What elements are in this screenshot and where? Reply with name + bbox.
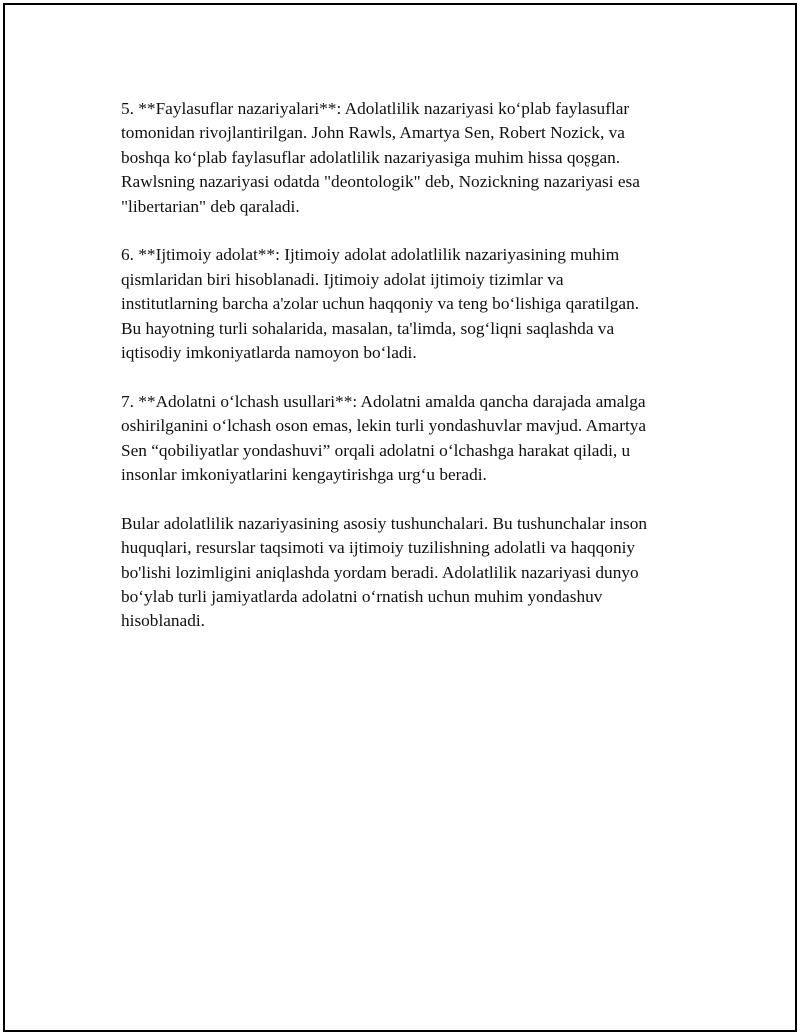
text-line: Sen “qobiliyatlar yondashuvi” orqali adolatni oʻlchashga harakat qiladi, u bbox=[121, 440, 631, 460]
paragraph-ijtimoiy-adolat bbox=[121, 243, 711, 365]
text-line: "libertarian" deb qaraladi. bbox=[121, 196, 300, 216]
text-line: Rawlsning nazariyasi odatda "deontologik" deb, Nozickning nazariyasi esa bbox=[121, 172, 640, 192]
text-line: bo'lishi lozimligini aniqlashda yordam beradi. Adolatlilik nazariyasi dunyo bbox=[121, 562, 639, 582]
text-line: Bular adolatlilik nazariyasining asosiy tushunchalari. Bu tushunchalar inson bbox=[121, 513, 648, 533]
text-line: qismlaridan biri hisoblanadi. Ijtimoiy adolat ijtimoiy tizimlar va bbox=[121, 269, 564, 289]
text-line: oshirilganini oʻlchash oson emas, lekin turli yondashuvlar mavjud. Amartya bbox=[121, 416, 647, 436]
page-border bbox=[3, 3, 797, 1032]
paragraph-olchash-usullari bbox=[121, 390, 711, 488]
text-line: tomonidan rivojlantirilgan. John Rawls, Amartya Sen, Robert Nozick, va bbox=[121, 123, 625, 143]
text-line: institutlarning barcha a'zolar uchun haqqoniy va teng boʻlishiga qaratilgan. bbox=[121, 294, 640, 314]
paragraph-faylasuflar bbox=[121, 97, 711, 219]
text-line: huquqlari, resurslar taqsimoti va ijtimoiy tuzilishning adolatli va haqqoniy bbox=[121, 538, 636, 558]
document-body bbox=[121, 97, 711, 658]
text-line: insonlar imkoniyatlarini kengaytirishga urgʻu beradi. bbox=[121, 465, 487, 485]
text-line: 5. **Faylasuflar nazariyalari**: Adolatlilik nazariyasi koʻplab faylasuflar bbox=[121, 99, 630, 118]
text-line: boʻylab turli jamiyatlarda adolatni oʻrnatish uchun muhim yondashuv bbox=[121, 587, 603, 607]
paragraph-conclusion bbox=[121, 512, 711, 634]
text-line: Bu hayotning turli sohalarida, masalan, ta'limda, sogʻliqni saqlashda va bbox=[121, 318, 615, 338]
text-line: boshqa koʻplab faylasuflar adolatlilik nazariyasiga muhim hissa qoʂgan. bbox=[121, 147, 621, 167]
text-line: iqtisodiy imkoniyatlarda namoyon boʻladi. bbox=[121, 343, 417, 363]
text-line: 7. **Adolatni oʻlchash usullari**: Adolatni amalda qancha darajada amalga bbox=[121, 391, 646, 411]
text-line: hisoblanadi. bbox=[121, 611, 205, 631]
text-line: 6. **Ijtimoiy adolat**: Ijtimoiy adolat adolatlilik nazariyasining muhim bbox=[121, 245, 620, 265]
